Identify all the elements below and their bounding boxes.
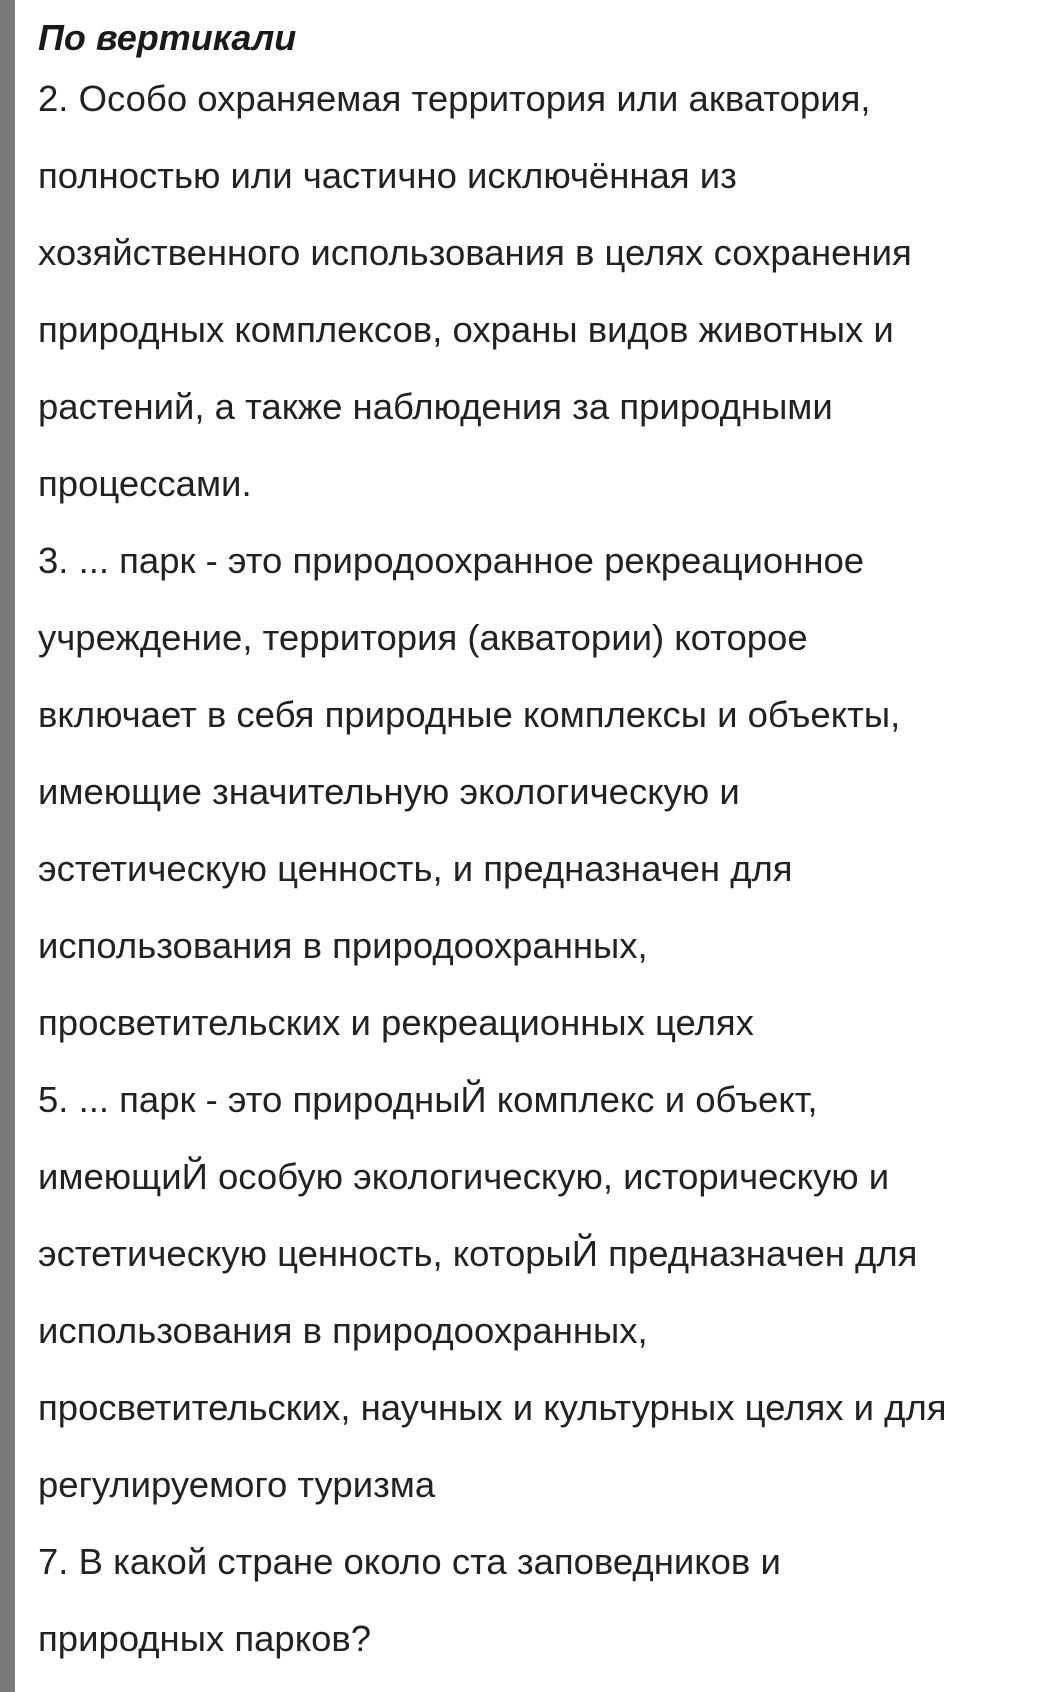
text-line: 7. В какой стране около ста заповедников и [38, 1541, 781, 1582]
text-line: природных комплексов, охраны видов животных и [38, 309, 894, 350]
text-line: просветительских и рекреационных целях [38, 1002, 754, 1043]
text-line: 2. Особо охраняемая территория или акватория, [38, 78, 871, 119]
text-line: растений, а также наблюдения за природными [38, 386, 833, 427]
text-line: использования в природоохранных, [38, 1310, 648, 1351]
section-heading: По вертикали [38, 17, 297, 58]
left-border-bar [0, 0, 15, 1692]
clue-text [38, 60, 1028, 1677]
text-line: эстетическую ценность, и предназначен для [38, 848, 793, 889]
text-line: 5. ... парк - это природныЙ комплекс и объект, [38, 1079, 818, 1120]
text-line: имеющие значительную экологическую и [38, 771, 740, 812]
text-line: процессами. [38, 463, 252, 504]
text-line: включает в себя природные комплексы и объекты, [38, 694, 901, 735]
text-line: природных парков? [38, 1618, 372, 1659]
text-line: учреждение, территория (акватории) которое [38, 617, 808, 658]
text-line: имеющиЙ особую экологическую, историческую и [38, 1156, 890, 1197]
text-line: хозяйственного использования в целях сохранения [38, 232, 912, 273]
text-line: 3. ... парк - это природоохранное рекреационное [38, 540, 865, 581]
content-area [38, 0, 1028, 1677]
text-line: регулируемого туризма [38, 1464, 436, 1505]
text-line: полностью или частично исключённая из [38, 155, 737, 196]
text-line: эстетическую ценность, которыЙ предназначен для [38, 1233, 918, 1274]
text-line: просветительских, научных и культурных целях и для [38, 1387, 947, 1428]
text-line: использования в природоохранных, [38, 925, 648, 966]
